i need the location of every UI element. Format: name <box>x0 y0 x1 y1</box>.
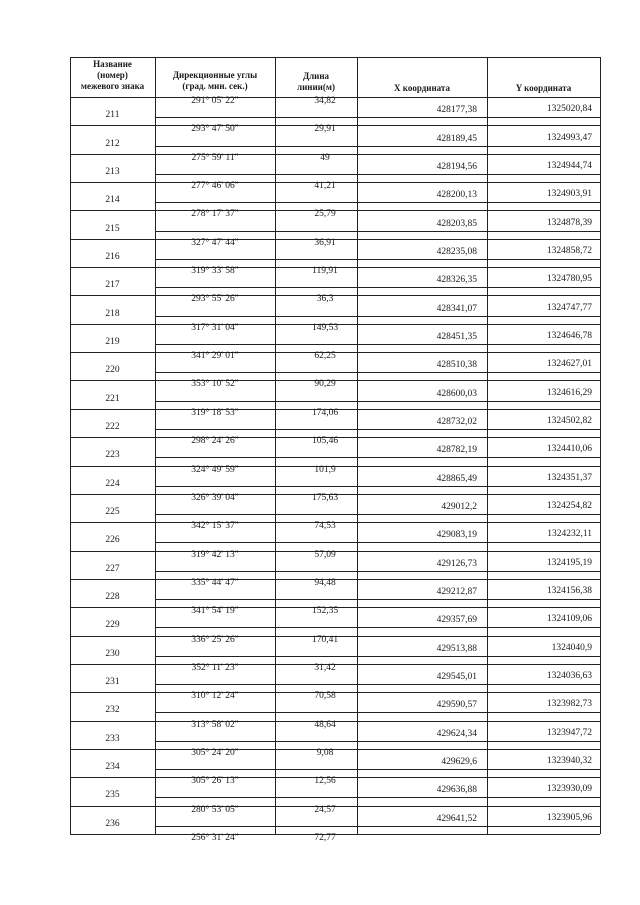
coord-divider <box>357 684 600 685</box>
segment-length: 119,91 <box>312 266 338 276</box>
point-y: 1324616,29 <box>546 388 592 398</box>
segment-angle: 313° 58' 02" <box>191 720 239 730</box>
segment-length: 9,08 <box>316 748 334 758</box>
point-name: 236 <box>105 819 120 829</box>
segment-length: 41,21 <box>314 181 336 191</box>
point-x: 428451,35 <box>436 332 477 342</box>
point-y: 1324036,63 <box>546 671 592 681</box>
point-name: 232 <box>105 705 120 715</box>
point-y: 1324156,38 <box>546 586 592 596</box>
segment-angle: 256° 31' 24" <box>191 833 239 843</box>
segment-angle: 353° 10' 52" <box>191 379 239 389</box>
point-x: 429641,52 <box>436 814 477 824</box>
point-name: 215 <box>105 224 120 234</box>
point-x: 428341,07 <box>436 304 477 314</box>
point-name: 224 <box>105 479 120 489</box>
point-y: 1324627,01 <box>546 359 592 369</box>
coord-divider <box>357 486 600 487</box>
point-x: 429513,88 <box>436 644 477 654</box>
coord-divider <box>357 372 600 373</box>
point-y: 1323930,09 <box>546 784 592 794</box>
segment-length: 101,9 <box>314 465 336 475</box>
coord-divider <box>357 656 600 657</box>
point-name: 221 <box>105 394 120 404</box>
segment-divider <box>155 429 357 430</box>
segment-divider <box>155 542 357 543</box>
coord-divider <box>357 514 600 515</box>
segment-divider <box>155 344 357 345</box>
segment-angle: 319° 33' 58" <box>191 266 239 276</box>
coord-divider <box>357 599 600 600</box>
coord-divider <box>357 344 600 345</box>
point-x: 428865,49 <box>436 474 477 484</box>
segment-divider <box>155 514 357 515</box>
point-name: 216 <box>105 252 120 262</box>
point-y: 1324254,82 <box>546 501 592 511</box>
segment-angle: 298° 24' 26" <box>191 436 239 446</box>
point-name: 219 <box>105 337 120 347</box>
segment-length: 36,3 <box>316 294 334 304</box>
segment-length: 105,46 <box>311 436 339 446</box>
point-y: 1324040,9 <box>551 643 592 653</box>
point-y: 1324410,06 <box>546 444 592 454</box>
segment-length: 31,42 <box>314 663 336 673</box>
segment-divider <box>155 202 357 203</box>
segment-divider <box>155 372 357 373</box>
segment-length: 24,57 <box>314 805 336 815</box>
segment-angle: 319° 42' 13" <box>191 550 239 560</box>
segment-angle: 335° 44' 47" <box>191 578 239 588</box>
point-x: 429590,57 <box>436 700 477 710</box>
segment-length: 36,91 <box>314 238 336 248</box>
header-cell-x: X координата <box>394 83 450 93</box>
segment-angle: 341° 54' 19" <box>191 606 239 616</box>
segment-angle: 277° 46' 06" <box>191 181 239 191</box>
point-y: 1324858,72 <box>546 246 592 256</box>
point-name: 214 <box>105 195 120 205</box>
coord-divider <box>357 769 600 770</box>
segment-length: 90,29 <box>314 379 336 389</box>
segment-length: 170,41 <box>311 635 339 645</box>
header-cell: (град. мин. сек.) <box>182 81 248 91</box>
coord-divider <box>357 826 600 827</box>
point-y: 1324351,37 <box>546 473 592 483</box>
segment-angle: 324° 49' 59" <box>191 465 239 475</box>
point-name: 234 <box>105 762 120 772</box>
header-cell: Дирекционные углы <box>172 70 258 80</box>
point-y: 1324903,91 <box>546 189 592 199</box>
segment-length: 48,64 <box>314 720 336 730</box>
coord-divider <box>357 712 600 713</box>
point-x: 428600,03 <box>436 389 477 399</box>
coord-divider <box>357 287 600 288</box>
segment-divider <box>155 117 357 118</box>
point-name: 222 <box>105 422 120 432</box>
point-x: 428732,02 <box>436 417 477 427</box>
segment-angle: 278° 17' 37" <box>191 209 239 219</box>
segment-divider <box>155 316 357 317</box>
segment-length: 74,53 <box>314 521 336 531</box>
point-name: 213 <box>105 167 120 177</box>
point-name: 220 <box>105 365 120 375</box>
point-name: 233 <box>105 734 120 744</box>
point-y: 1323905,96 <box>546 813 592 823</box>
segment-divider <box>155 287 357 288</box>
segment-divider <box>155 457 357 458</box>
coord-divider <box>357 231 600 232</box>
segment-divider <box>155 741 357 742</box>
point-y: 1324878,39 <box>546 218 592 228</box>
point-x: 428177,38 <box>436 105 477 115</box>
segment-divider <box>155 146 357 147</box>
segment-angle: 336° 25' 26" <box>191 635 239 645</box>
point-name: 231 <box>105 677 120 687</box>
point-x: 428235,08 <box>436 247 477 257</box>
segment-angle: 342° 15' 37" <box>191 521 239 531</box>
header-cell: Длина <box>302 71 330 81</box>
point-name: 227 <box>105 564 120 574</box>
header-cell: межевого знака <box>80 81 145 91</box>
segment-angle: 310° 12' 24" <box>191 691 239 701</box>
coord-divider <box>357 429 600 430</box>
point-name: 223 <box>105 450 120 460</box>
segment-divider <box>155 231 357 232</box>
segment-angle: 317° 31' 04" <box>191 323 239 333</box>
segment-divider <box>155 656 357 657</box>
point-y: 1324195,19 <box>546 558 592 568</box>
segment-length: 25,79 <box>314 209 336 219</box>
point-name: 218 <box>105 309 120 319</box>
segment-angle: 291° 05' 22" <box>191 96 239 106</box>
header-cell: линии(м) <box>297 82 335 92</box>
point-y: 1324646,78 <box>546 331 592 341</box>
point-x: 428510,38 <box>436 360 477 370</box>
column-divider <box>600 57 601 834</box>
segment-angle: 293° 55' 26" <box>191 294 239 304</box>
point-y: 1324944,74 <box>546 161 592 171</box>
point-x: 428782,19 <box>436 445 477 455</box>
point-x: 429357,69 <box>436 615 477 625</box>
segment-angle: 280° 53' 05" <box>191 805 239 815</box>
segment-length: 94,48 <box>314 578 336 588</box>
segment-length: 70,58 <box>314 691 336 701</box>
segment-angle: 305° 26' 13" <box>191 776 239 786</box>
coord-divider <box>357 146 600 147</box>
header-cell: (номер) <box>97 70 128 80</box>
point-y: 1324780,95 <box>546 274 592 284</box>
segment-divider <box>155 259 357 260</box>
segment-length: 175,63 <box>311 493 339 503</box>
point-x: 428326,35 <box>436 275 477 285</box>
point-name: 235 <box>105 790 120 800</box>
point-name: 229 <box>105 620 120 630</box>
point-y: 1324993,47 <box>546 133 592 143</box>
coord-divider <box>357 174 600 175</box>
segment-angle: 327° 47' 44" <box>191 238 239 248</box>
point-name: 212 <box>105 139 120 149</box>
segment-length: 174,06 <box>311 408 339 418</box>
point-y: 1324232,11 <box>547 529 592 539</box>
segment-angle: 275° 59' 11" <box>191 153 239 163</box>
coord-divider <box>357 401 600 402</box>
point-x: 428194,56 <box>436 162 477 172</box>
segment-length: 49 <box>320 153 330 163</box>
point-y: 1323982,73 <box>546 699 592 709</box>
segment-length: 152,35 <box>311 606 339 616</box>
coord-divider <box>357 627 600 628</box>
point-name: 211 <box>105 110 120 120</box>
header-cell: Название <box>93 59 132 69</box>
segment-divider <box>155 769 357 770</box>
point-y: 1324502,82 <box>546 416 592 426</box>
coord-divider <box>357 202 600 203</box>
segment-length: 149,53 <box>311 323 339 333</box>
header-cell-y: Y координата <box>515 83 572 93</box>
coord-divider <box>357 542 600 543</box>
segment-divider <box>155 826 357 827</box>
point-y: 1324109,06 <box>546 614 592 624</box>
coord-divider <box>357 571 600 572</box>
segment-divider <box>155 486 357 487</box>
segment-angle: 326° 39' 04" <box>191 493 239 503</box>
segment-length: 57,09 <box>314 550 336 560</box>
point-x: 429629,6 <box>441 757 477 767</box>
point-name: 225 <box>105 507 120 517</box>
point-x: 429012,2 <box>441 502 477 512</box>
coord-divider <box>357 457 600 458</box>
segment-length: 72,77 <box>314 833 336 843</box>
segment-angle: 305° 24' 20" <box>191 748 239 758</box>
segment-divider <box>155 797 357 798</box>
point-x: 429083,19 <box>436 530 477 540</box>
point-name: 228 <box>105 592 120 602</box>
coord-divider <box>357 741 600 742</box>
segment-length: 62,25 <box>314 351 336 361</box>
segment-angle: 352° 11' 23" <box>191 663 239 673</box>
point-x: 428189,45 <box>436 134 477 144</box>
coord-divider <box>357 316 600 317</box>
segment-divider <box>155 401 357 402</box>
segment-length: 29,91 <box>314 124 336 134</box>
point-name: 217 <box>105 280 120 290</box>
point-y: 1325020,84 <box>546 104 592 114</box>
point-x: 429624,34 <box>436 729 477 739</box>
segment-length: 34,82 <box>314 96 336 106</box>
segment-angle: 319° 18' 53" <box>191 408 239 418</box>
point-y: 1323947,72 <box>546 728 592 738</box>
point-y: 1323940,32 <box>546 756 592 766</box>
segment-divider <box>155 627 357 628</box>
point-name: 226 <box>105 535 120 545</box>
segment-angle: 293° 47' 50" <box>191 124 239 134</box>
segment-divider <box>155 684 357 685</box>
segment-divider <box>155 571 357 572</box>
point-x: 428203,85 <box>436 219 477 229</box>
segment-divider <box>155 712 357 713</box>
coord-divider <box>357 259 600 260</box>
segment-divider <box>155 174 357 175</box>
point-name: 230 <box>105 649 120 659</box>
coord-divider <box>357 797 600 798</box>
segment-angle: 341° 29' 01" <box>191 351 239 361</box>
point-x: 429212,87 <box>436 587 477 597</box>
coord-divider <box>357 117 600 118</box>
point-y: 1324747,77 <box>546 303 592 313</box>
point-x: 429636,88 <box>436 785 477 795</box>
point-x: 429545,01 <box>436 672 477 682</box>
point-x: 429126,73 <box>436 559 477 569</box>
table-top-border <box>70 57 600 58</box>
point-x: 428200,13 <box>436 190 477 200</box>
segment-length: 12,56 <box>314 776 336 786</box>
segment-divider <box>155 599 357 600</box>
